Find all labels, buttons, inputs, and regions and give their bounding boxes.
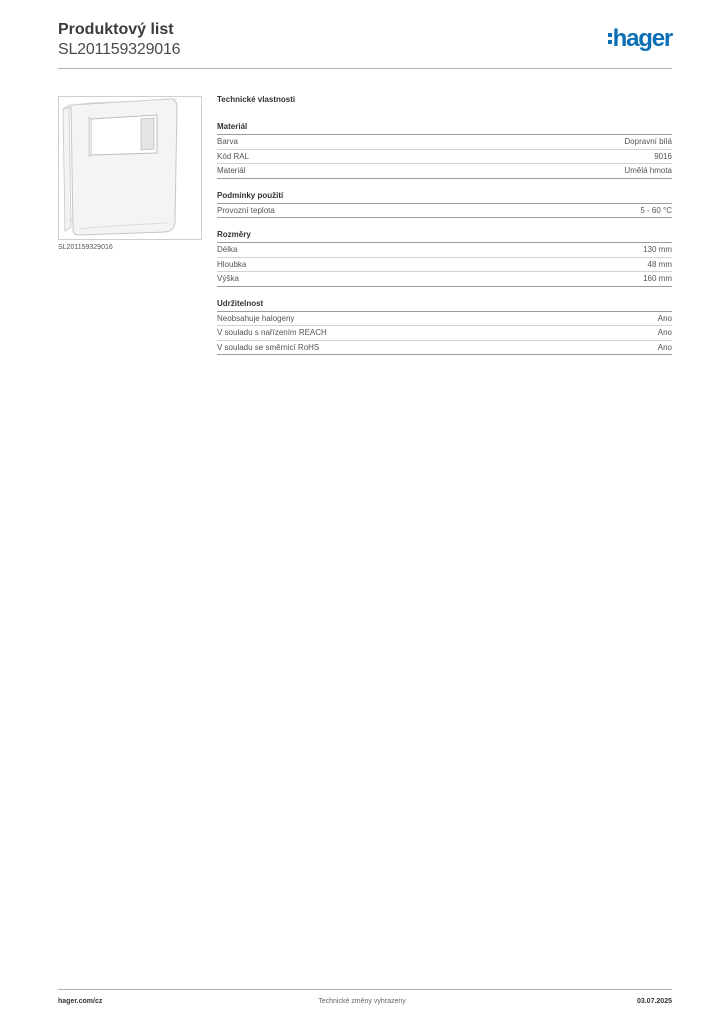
technical-specs [217, 95, 672, 367]
spec-value: Umělá hmota [624, 166, 672, 175]
spec-label: V souladu se směrnicí RoHS [217, 342, 320, 352]
specs-heading: Technické vlastnosti [217, 95, 296, 104]
image-caption: SL201159329016 [58, 244, 113, 251]
page-title: Produktový list [58, 21, 174, 38]
spec-row [217, 326, 672, 341]
spec-row [217, 243, 672, 258]
spec-value: Dopravní bílá [624, 137, 672, 146]
footer-website-link[interactable]: hager.com/cz [58, 998, 103, 1005]
spec-group-title: Rozměry [217, 230, 672, 243]
footer-notice: Technické změny vyhrazeny [318, 998, 406, 1005]
spec-value: Ano [657, 328, 672, 337]
header-divider [58, 68, 672, 69]
spec-group-title: Podmínky použití [217, 191, 672, 204]
spec-row [217, 204, 672, 219]
spec-value: Ano [657, 342, 672, 352]
spec-row [217, 135, 672, 150]
product-code: SL201159329016 [58, 41, 181, 58]
spec-label: Neobsahuje halogeny [217, 313, 295, 323]
hager-logo [608, 26, 672, 52]
spec-group-title: Udržitelnost [217, 299, 672, 312]
spec-row [217, 341, 672, 356]
logo-colon-icon [608, 33, 612, 44]
product-image [58, 96, 202, 240]
spec-label: Barva [217, 137, 238, 146]
spec-value: 9016 [654, 151, 672, 161]
spec-value: 160 mm [643, 274, 672, 283]
spec-label: Délka [217, 245, 238, 254]
spec-group-dimensions [217, 230, 672, 287]
spec-row [217, 272, 672, 287]
spec-value: Ano [657, 313, 672, 323]
spec-group-title: Materiál [217, 122, 672, 135]
footer-date: 03.07.2025 [636, 998, 672, 1005]
spec-label: Provozní teplota [217, 205, 275, 215]
footer-divider [58, 989, 672, 990]
logo-wordmark: hager [612, 25, 672, 52]
spec-label: Materiál [217, 166, 246, 175]
spec-group-material [217, 122, 672, 179]
spec-row [217, 312, 672, 327]
spec-value: 5 - 60 °C [640, 205, 672, 215]
spec-row [217, 164, 672, 179]
spec-value: 48 mm [647, 259, 672, 269]
spec-label: Výška [217, 274, 239, 283]
spec-row [217, 150, 672, 165]
product-photo-illustration [59, 97, 201, 239]
spec-group-conditions [217, 191, 672, 219]
spec-label: Kód RAL [217, 151, 250, 161]
spec-label: V souladu s nařízením REACH [217, 328, 327, 337]
page-header [58, 20, 180, 60]
spec-value: 130 mm [643, 245, 672, 254]
spec-group-sustainability [217, 299, 672, 356]
spec-row [217, 258, 672, 273]
spec-label: Hloubka [217, 259, 247, 269]
